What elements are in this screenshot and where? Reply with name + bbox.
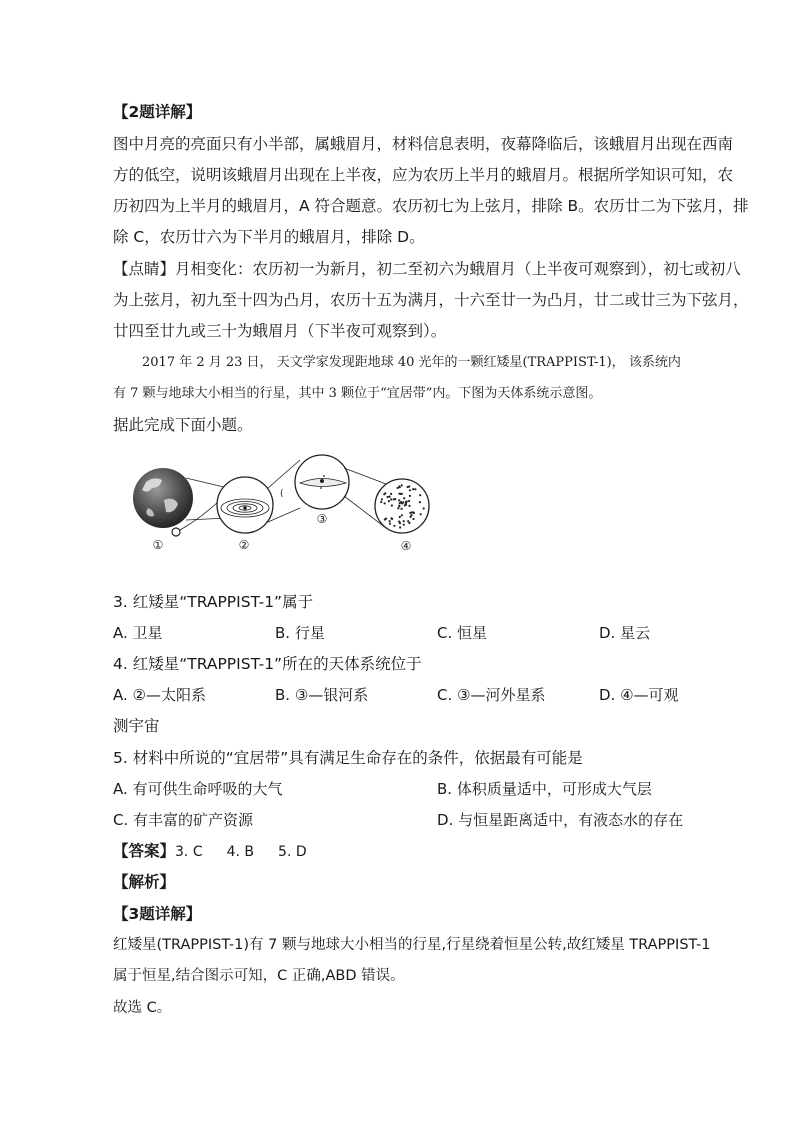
section2-para-line: 历初四为上半月的蛾眉月，A 符合题意。农历初七为上弦月，排除 B。农历廿二为下弦月，排 <box>113 197 749 215</box>
q4-option-d[interactable]: D. ④—可观 <box>599 686 679 704</box>
milky-way-galaxy-icon <box>295 455 349 509</box>
section2-para-line: 方的低空，说明该蛾眉月出现在上半夜，应为农历上半月的蛾眉月。根据所学知识可知，农 <box>113 166 734 184</box>
q5-option-d[interactable]: D. 与恒星距离适中，有液态水的存在 <box>437 811 684 829</box>
section2-para-line: 除 C，农历廿六为下半月的蛾眉月，排除 D。 <box>113 228 425 246</box>
section2-para-line: 图中月亮的亮面只有小半部，属蛾眉月，材料信息表明，夜幕降临后，该蛾眉月出现在西南 <box>113 135 734 153</box>
question-5-stem: 5. 材料中所说的“宜居带”具有满足生命存在的条件，依据最有可能是 <box>113 749 583 767</box>
q5-option-a[interactable]: A. 有可供生命呼吸的大气 <box>113 780 283 798</box>
celestial-system-diagram <box>128 450 448 560</box>
section2-heading: 【2题详解】 <box>113 103 202 121</box>
analysis-label: 【解析】 <box>113 873 176 891</box>
material-line: 有 7 颗与地球大小相当的行星，其中 3 颗位于“宜居带”内。下图为天体系统示意图。 <box>113 386 602 401</box>
solar-system-icon <box>217 477 273 533</box>
answer-item: 5. D <box>278 844 307 860</box>
q4-option-c[interactable]: C. ③—河外星系 <box>437 686 546 704</box>
svg-text:(: ( <box>280 489 284 499</box>
tip-line: 【点睛】月相变化：农历初一为新月，初二至初六为蛾眉月（上半夜可观察到），初七或初八 <box>113 260 741 278</box>
question-3-stem: 3. 红矮星“TRAPPIST-1”属于 <box>113 593 314 611</box>
analysis-line: 红矮星(TRAPPIST-1)有 7 颗与地球大小相当的行星,行星绕着恒星公转,故红矮星 TRAPPIST-1 <box>113 937 711 953</box>
figure-label-3: ③ <box>316 512 328 526</box>
q4-option-a[interactable]: A. ②—太阳系 <box>113 686 206 704</box>
material-instruction: 据此完成下面小题。 <box>113 416 253 434</box>
moon-icon <box>172 528 180 536</box>
q3-option-a[interactable]: A. 卫星 <box>113 624 163 642</box>
q4-option-b[interactable]: B. ③—银河系 <box>275 686 369 704</box>
answer-item: 3. C <box>175 844 203 860</box>
answer-label: 【答案】 <box>113 842 176 860</box>
analysis-line: 属于恒星,结合图示可知，C 正确,ABD 错误。 <box>113 968 405 984</box>
q5-option-b[interactable]: B. 体积质量适中，可形成大气层 <box>437 780 652 798</box>
q3-option-c[interactable]: C. 恒星 <box>437 624 488 642</box>
material-line: 2017 年 2 月 23 日， 天文学家发现距地球 40 光年的一颗红矮星(TRAPPIST-1)， 该系统内 <box>142 355 681 370</box>
figure-label-1: ① <box>152 538 164 552</box>
answer-row <box>113 841 307 862</box>
q3-option-b[interactable]: B. 行星 <box>275 624 325 642</box>
earth-globe-icon <box>133 468 193 528</box>
q4-option-d-continuation: 测宇宙 <box>113 717 160 735</box>
answer-item: 4. B <box>226 844 255 860</box>
section3-heading: 【3题详解】 <box>113 905 202 923</box>
figure-label-2: ② <box>238 538 250 552</box>
tip-line: 廿四至廿九或三十为蛾眉月（下半夜可观察到）。 <box>113 322 447 340</box>
question-4-stem: 4. 红矮星“TRAPPIST-1”所在的天体系统位于 <box>113 655 422 673</box>
q3-option-d[interactable]: D. 星云 <box>599 624 651 642</box>
tip-line: 为上弦月，初九至十四为凸月，农历十五为满月，十六至廿一为凸月，廿二或廿三为下弦月， <box>113 291 749 309</box>
observable-universe-icon <box>375 479 429 533</box>
q5-option-c[interactable]: C. 有丰富的矿产资源 <box>113 811 254 829</box>
analysis-conclusion: 故选 C。 <box>113 1000 172 1016</box>
figure-label-4: ④ <box>400 539 412 553</box>
